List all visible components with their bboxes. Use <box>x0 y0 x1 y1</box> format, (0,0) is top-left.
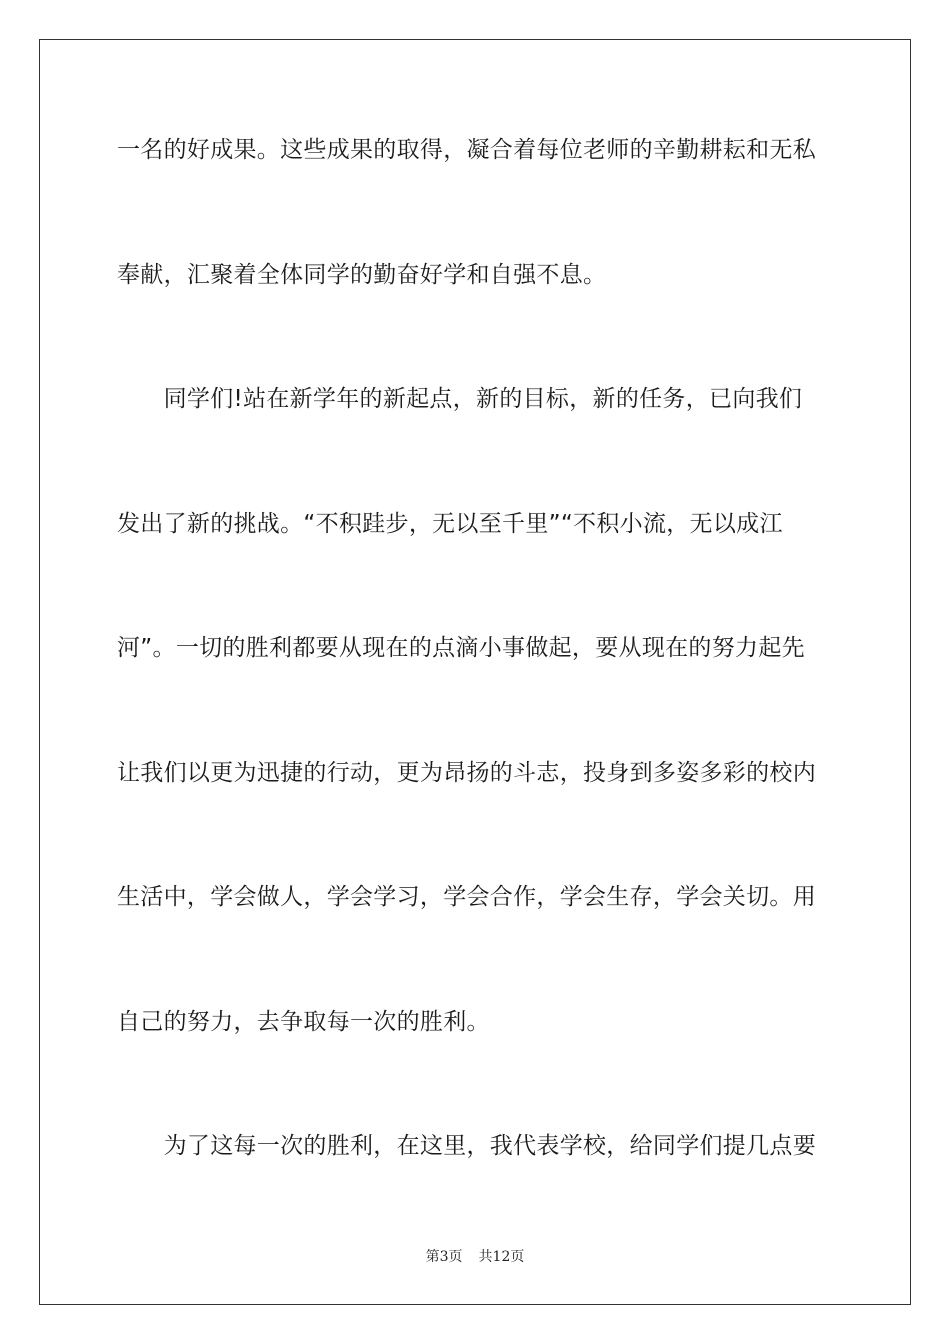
page-footer <box>0 1246 950 1266</box>
text-line: 同学们!站在新学年的新起点，新的目标，新的任务，已向我们 <box>117 386 803 412</box>
text-line: 让我们以更为迅捷的行动，更为昂扬的斗志，投身到多姿多彩的校内 <box>117 760 816 786</box>
text-line: 为了这每一次的胜利，在这里，我代表学校，给同学们提几点要 <box>117 1133 816 1159</box>
text-line: 河”。一切的胜利都要从现在的点滴小事做起，要从现在的努力起先 <box>117 635 805 661</box>
text-line: 发出了新的挑战。“不积跬步，无以至千里”“不积小流，无以成江 <box>117 511 783 537</box>
page-total: 共12页 <box>478 1249 525 1265</box>
text-line: 奉献，汇聚着全体同学的勤奋好学和自强不息。 <box>117 262 607 288</box>
text-line: 自己的努力，去争取每一次的胜利。 <box>117 1009 490 1035</box>
text-line: 生活中，学会做人，学会学习，学会合作，学会生存，学会关切。用 <box>117 884 816 910</box>
page-number: 第3页 <box>425 1249 463 1265</box>
page-border <box>39 39 911 1305</box>
text-line: 一名的好成果。这些成果的取得，凝合着每位老师的辛勤耕耘和无私 <box>117 137 816 163</box>
